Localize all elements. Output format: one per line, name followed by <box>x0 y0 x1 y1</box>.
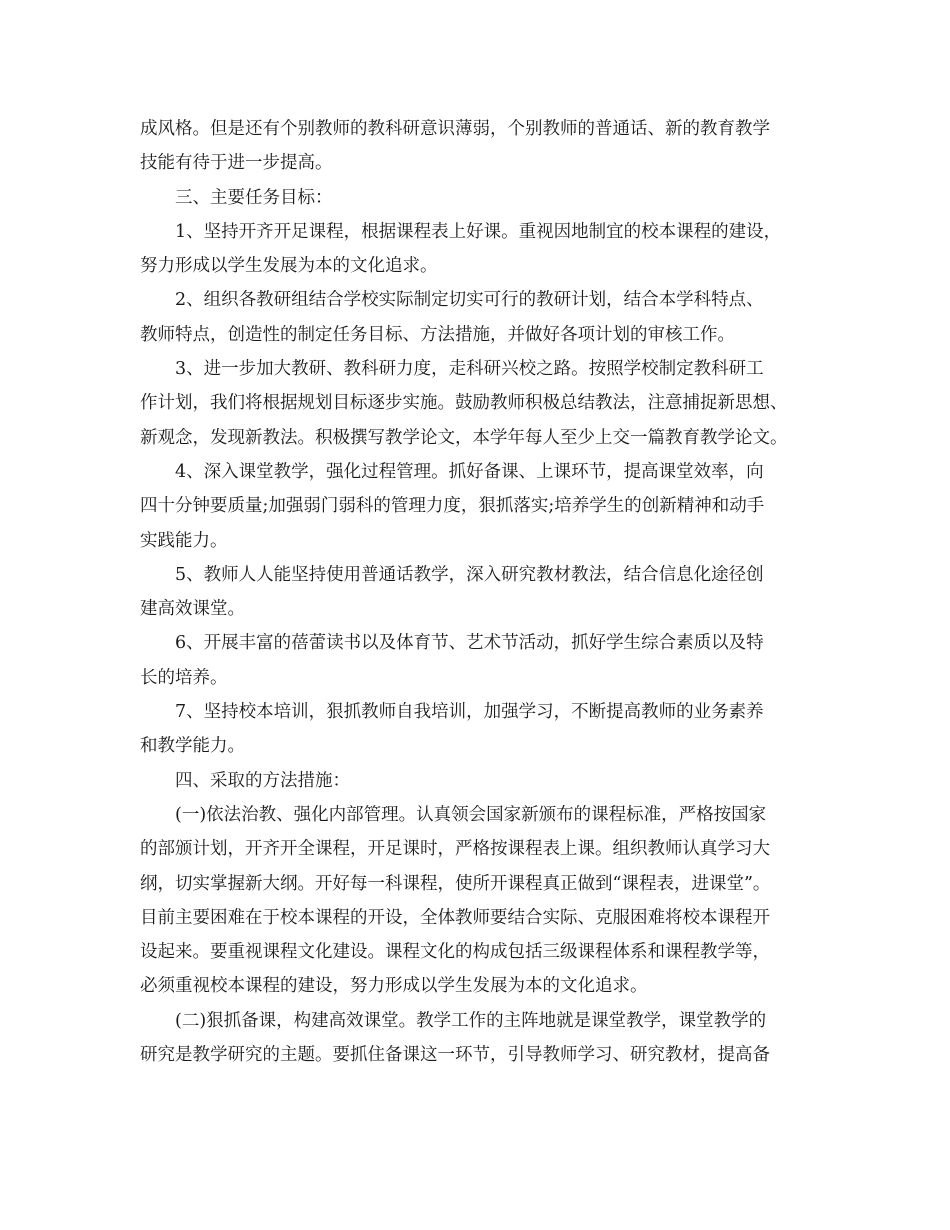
text-line: 1、坚持开齐开足课程，根据课程表上好课。重视因地制宜的校本课程的建设， <box>175 221 782 242</box>
text-line: 四、采取的方法措施： <box>175 770 350 791</box>
text-line: 研究是教学研究的主题。要抓住备课这一环节，引导教师学习、研究教材，提高备 <box>140 1045 770 1066</box>
text-line: 设起来。要重视课程文化建设。课程文化的构成包括三级课程体系和课程教学等， <box>140 942 770 963</box>
text-line: 努力形成以学生发展为本的文化追求。 <box>140 256 438 277</box>
text-line: 作计划，我们将根据规划目标逐步实施。鼓励教师积极总结教法，注意捕捉新思想、 <box>140 393 788 414</box>
text-line: 目前主要困难在于校本课程的开设，全体教师要结合实际、克服困难将校本课程开 <box>140 907 770 928</box>
text-line: 成风格。但是还有个别教师的教科研意识薄弱，个别教师的普通话、新的教育教学 <box>140 119 770 139</box>
text-line: 6、开展丰富的蓓蕾读书以及体育节、艺术节活动，抓好学生综合素质以及特 <box>175 633 764 654</box>
text-line: 4、深入课堂教学，强化过程管理。抓好备课、上课环节，提高课堂效率，向 <box>175 461 764 482</box>
text-line: 必须重视校本课程的建设，努力形成以学生发展为本的文化追求。 <box>140 976 648 997</box>
text-line: 建高效课堂。 <box>140 599 245 620</box>
text-line: 2、组织各教研组结合学校实际制定切实可行的教研计划，结合本学科特点、 <box>175 290 764 311</box>
document-body <box>140 112 820 1072</box>
text-line: 实践能力。 <box>140 530 228 551</box>
text-line: 的部颁计划，开齐开全课程，开足课时，严格按课程表上课。组织教师认真学习大 <box>140 839 770 860</box>
text-line: 技能有待于进一步提高。 <box>140 153 333 174</box>
text-line: 三、主要任务目标： <box>175 187 333 208</box>
text-line: 四十分钟要质量;加强弱门弱科的管理力度，狠抓落实;培养学生的创新精神和动手 <box>140 496 765 517</box>
text-line: 纲，切实掌握新大纲。开好每一科课程，使所开课程真正做到“课程表，进课堂”。 <box>140 873 771 894</box>
text-line: 长的培养。 <box>140 667 228 688</box>
text-line: (一)依法治教、强化内部管理。认真领会国家新颁布的课程标准，严格按国家 <box>175 804 767 825</box>
text-line: 教师特点，创造性的制定任务目标、方法措施，并做好各项计划的审核工作。 <box>140 324 735 345</box>
text-line: 3、进一步加大教研、教科研力度，走科研兴校之路。按照学校制定教科研工 <box>175 359 764 380</box>
text-line: (二)狠抓备课，构建高效课堂。教学工作的主阵地就是课堂教学，课堂教学的 <box>175 1010 767 1031</box>
text-line: 和教学能力。 <box>140 736 245 757</box>
text-line: 7、坚持校本培训，狠抓教师自我培训，加强学习，不断提高教师的业务素养 <box>175 702 764 723</box>
text-line: 新观念，发现新教法。积极撰写教学论文，本学年每人至少上交一篇教育教学论文。 <box>140 427 788 448</box>
text-line: 5、教师人人能坚持使用普通话教学，深入研究教材教法，结合信息化途径创 <box>175 564 764 585</box>
